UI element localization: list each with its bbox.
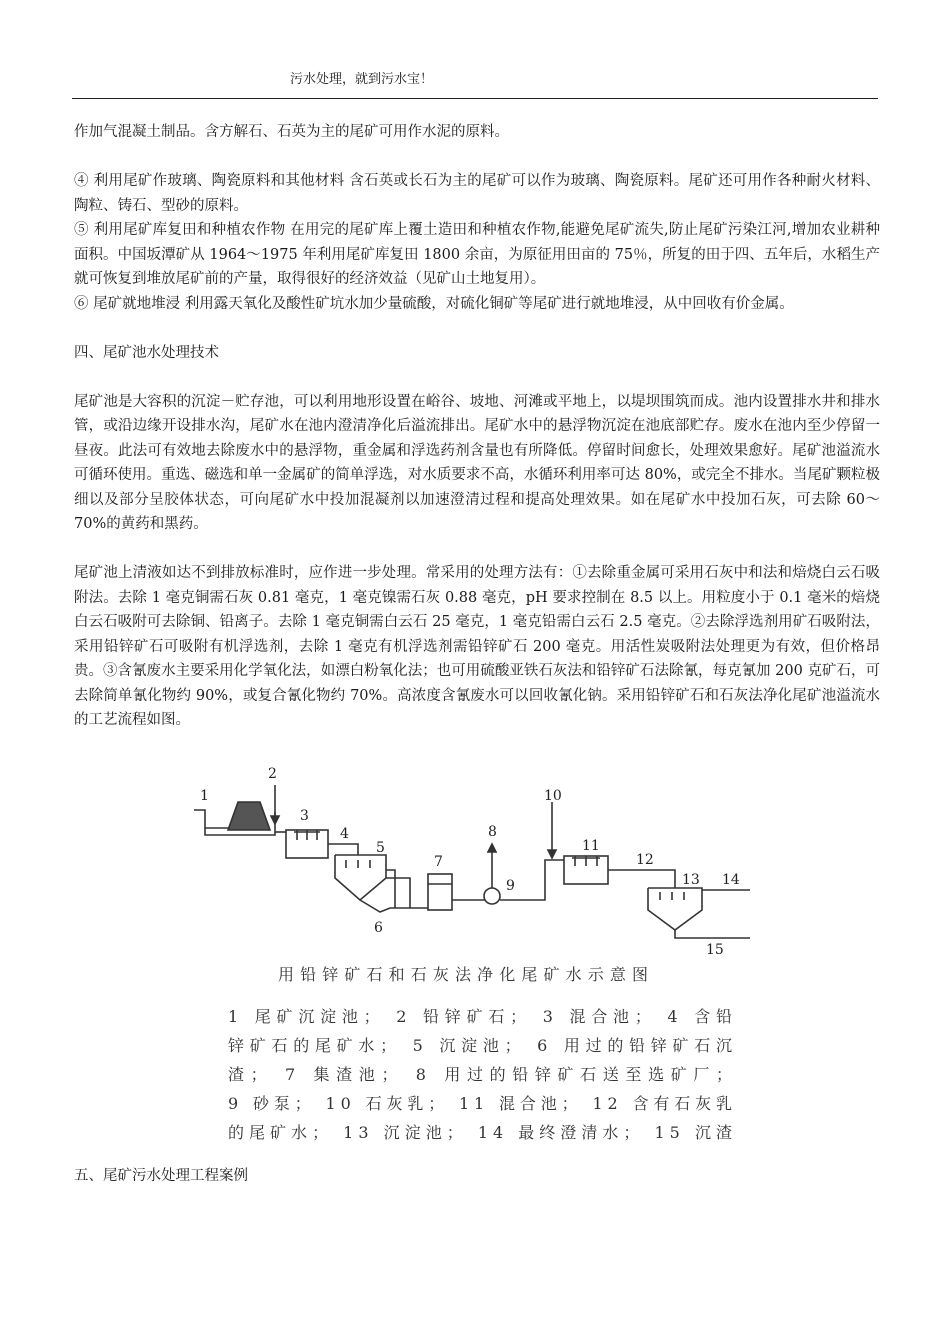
label-12: 12 (636, 852, 654, 868)
paragraph: 尾矿池上清液如达不到排放标准时，应作进一步处理。常采用的处理方法有：①去除重金属可采用石灰中和法和焙烧白云石吸附法。去除 1 毫克铜需石灰 0.81 毫克，1 毫克镍需石灰 0.88 毫克，pH 要求控制在 8.5 以上。用粒度小于 0.1 毫米的焙烧白云石吸附可去除铜、铅离子。去除 1 毫克铜需白云石 25 毫克，1 毫克铅需白云石 2.5 毫克。②去除浮选剂用矿石吸附法，采用铅锌矿石可吸附有机浮选剂，去除 1 毫克有机浮选剂需铅锌矿石 200 毫克。用活性炭吸附法处理更为有效，但价格昂贵。③含氰废水主要采用化学氧化法，如漂白粉氧化法；也可用硫酸亚铁石灰法和铅锌矿石法除氰，每克氰加 200 克矿石，可去除简单氰化物约 90%，或复合氰化物约 70%。高浓度含氰废水可以回收氰化钠。采用铅锌矿石和石灰法净化尾矿池溢流水的工艺流程如图。 (74, 565, 880, 728)
mixing-tank-11 (564, 856, 608, 884)
label-10: 10 (544, 788, 562, 804)
figure-caption-line: 渣； 7 集渣池； 8 用过的铅锌矿石送至选矿厂； (228, 1065, 732, 1084)
paragraph: 作加气混凝土制品。含方解石、石英为主的尾矿可用作水泥的原料。 (74, 124, 509, 140)
document-body (74, 120, 880, 733)
section-heading: 五、尾矿污水处理工程案例 (74, 1168, 248, 1184)
settling-tank-5 (335, 855, 386, 900)
label-4: 4 (340, 826, 349, 842)
label-7: 7 (434, 854, 443, 870)
label-11: 11 (582, 838, 600, 854)
figure-caption-line: 的尾矿水； 13 沉淀池； 14 最终澄清水； 15 沉渣 (228, 1123, 732, 1142)
mixing-tank-3 (286, 830, 328, 858)
paragraph: ④ 利用尾矿作玻璃、陶瓷原料和其他材料 含石英或长石为主的尾矿可以作为玻璃、陶瓷原料。尾矿还可用作各种耐火材料、陶粒、铸石、型砂的原料。 (74, 173, 880, 214)
label-9: 9 (506, 878, 515, 894)
settling-tank-13 (648, 888, 702, 930)
tailings-pond (194, 802, 275, 835)
label-15: 15 (706, 942, 724, 958)
process-flow-figure (190, 760, 750, 1145)
figure-caption-line: 锌矿石的尾矿水； 5 沉淀池； 6 用过的铅锌矿石沉 (228, 1036, 732, 1055)
label-6: 6 (374, 920, 383, 936)
page-header: 污水处理，就到污水宝！ (290, 72, 434, 87)
sand-pump (484, 888, 500, 904)
paragraph: ⑤ 利用尾矿库复田和种植农作物 在用完的尾矿库上覆土造田和种植农作物,能避免尾矿流失,防止尾矿污染江河,增加农业耕种面积。中国坂潭矿从 1964～1975 年利用尾矿库复田 1800 余亩，为原征用田亩的 75％，所复的田于四、五年后，水稻生产就可恢复到堆放尾矿前的产量，取得很好的经济效益（见矿山土地复用）。 (74, 222, 880, 287)
figure-caption-title: 用铅锌矿石和石灰法净化尾矿水示意图 (278, 965, 648, 984)
paragraph: ⑥ 尾矿就地堆浸 利用露天氧化及酸性矿坑水加少量硫酸，对硫化铜矿等尾矿进行就地堆浸，从中回收有价金属。 (74, 295, 794, 312)
label-8: 8 (488, 824, 497, 840)
figure-caption-line: 1 尾矿沉淀池； 2 铅锌矿石； 3 混合池； 4 含铅 (228, 1007, 732, 1026)
label-1: 1 (200, 788, 209, 804)
label-5: 5 (376, 840, 385, 856)
header-rule (72, 98, 878, 99)
label-13: 13 (682, 872, 700, 888)
label-3: 3 (300, 808, 309, 824)
section-heading: 四、尾矿池水处理技术 (74, 344, 219, 361)
label-2: 2 (268, 766, 277, 782)
label-14: 14 (722, 872, 740, 888)
paragraph: 尾矿池是大容积的沉淀－贮存池，可以利用地形设置在峪谷、坡地、河滩或平地上，以堤坝围筑而成。池内设置排水井和排水管，或沿边缘开设排水沟，尾矿水在池内澄清净化后溢流排出。尾矿水中的悬浮物沉淀在池底部贮存。废水在池内至少停留一昼夜。此法可有效地去除废水中的悬浮物，重金属和浮选药剂含量也有所降低。停留时间愈长，处理效果愈好。尾矿池溢流水可循环使用。重选、磁选和单一金属矿的简单浮选，对水质要求不高，水循环利用率可达 80%，或完全不排水。当尾矿颗粒极细以及部分呈胶体状态，可向尾矿水中投加混凝剂以加速澄清过程和提高处理效果。如在尾矿水中投加石灰，可去除 60～70%的黄药和黑药。 (74, 393, 880, 532)
collection-tank-7 (428, 874, 452, 910)
figure-caption-line: 9 砂泵； 10 石灰乳； 11 混合池； 12 含有石灰乳 (228, 1094, 732, 1113)
